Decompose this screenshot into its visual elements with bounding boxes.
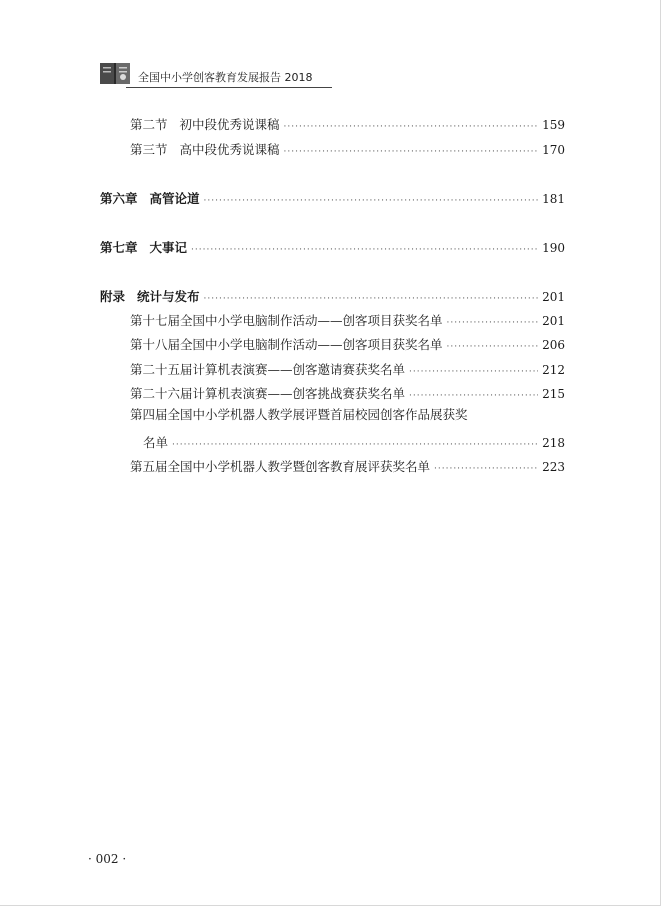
toc-title: 初中段优秀说课稿 (179, 117, 280, 132)
toc-title-line2: 名单 (143, 435, 169, 450)
toc-label: 附录 (100, 289, 126, 304)
toc-page: 212 (542, 363, 565, 377)
toc-leader (284, 122, 539, 132)
toc-leader (447, 318, 539, 328)
toc-leader (172, 440, 538, 450)
toc-page: 159 (542, 118, 565, 132)
toc-title: 高管论道 (149, 191, 200, 206)
toc-title: 第二十五届计算机表演赛——创客邀请赛获奖名单 (130, 362, 406, 377)
toc-entry-section-2[interactable] (130, 115, 565, 135)
toc-page: 181 (542, 192, 565, 206)
toc-leader (409, 391, 538, 401)
toc-entry-appendix-item-wrapped[interactable] (143, 433, 565, 453)
toc-entry-appendix-item[interactable] (130, 457, 565, 477)
book-icon (100, 60, 132, 86)
toc-leader (191, 245, 538, 255)
toc-title: 大事记 (149, 240, 188, 255)
header-rule (126, 87, 332, 88)
toc-entry-section-3[interactable] (130, 140, 565, 160)
toc-title-line1: 第四届全国中小学机器人教学展评暨首届校园创客作品展获奖 (130, 407, 468, 422)
page-number: · 002 · (88, 852, 127, 866)
toc-leader (204, 294, 539, 304)
toc-leader (204, 196, 539, 206)
toc-title: 第十八届全国中小学电脑制作活动——创客项目获奖名单 (130, 337, 443, 352)
toc-entry-appendix-item[interactable] (130, 335, 565, 355)
toc-page: 201 (542, 314, 565, 328)
toc-page: 223 (542, 460, 565, 474)
toc-leader (284, 147, 539, 157)
toc-entry-appendix-item[interactable] (130, 384, 565, 404)
toc-leader (447, 342, 539, 352)
toc-entry-appendix-item[interactable] (130, 360, 565, 380)
toc-page: 215 (542, 387, 565, 401)
toc-title: 第五届全国中小学机器人教学暨创客教育展评获奖名单 (130, 459, 431, 474)
toc-page: 170 (542, 143, 565, 157)
toc-label: 第六章 (100, 191, 138, 206)
toc-leader (409, 367, 538, 377)
toc-page: 190 (542, 241, 565, 255)
toc-title: 高中段优秀说课稿 (179, 142, 280, 157)
toc-title: 统计与发布 (137, 289, 200, 304)
toc-entry-appendix-item[interactable] (130, 311, 565, 331)
toc-label: 第三节 (130, 142, 168, 157)
toc-entry-chapter-6[interactable] (100, 189, 565, 209)
toc-leader (434, 464, 538, 474)
toc-title: 第二十六届计算机表演赛——创客挑战赛获奖名单 (130, 386, 406, 401)
toc-page: 201 (542, 290, 565, 304)
toc-label: 第七章 (100, 240, 138, 255)
header-title: 全国中小学创客教育发展报告 2018 (138, 71, 313, 84)
toc-title: 第十七届全国中小学电脑制作活动——创客项目获奖名单 (130, 313, 443, 328)
toc-entry-chapter-7[interactable] (100, 238, 565, 258)
toc-page: 218 (542, 436, 565, 450)
running-header (100, 58, 332, 88)
toc-entry-appendix[interactable] (100, 287, 565, 307)
toc-page: 206 (542, 338, 565, 352)
toc-label: 第二节 (130, 117, 168, 132)
